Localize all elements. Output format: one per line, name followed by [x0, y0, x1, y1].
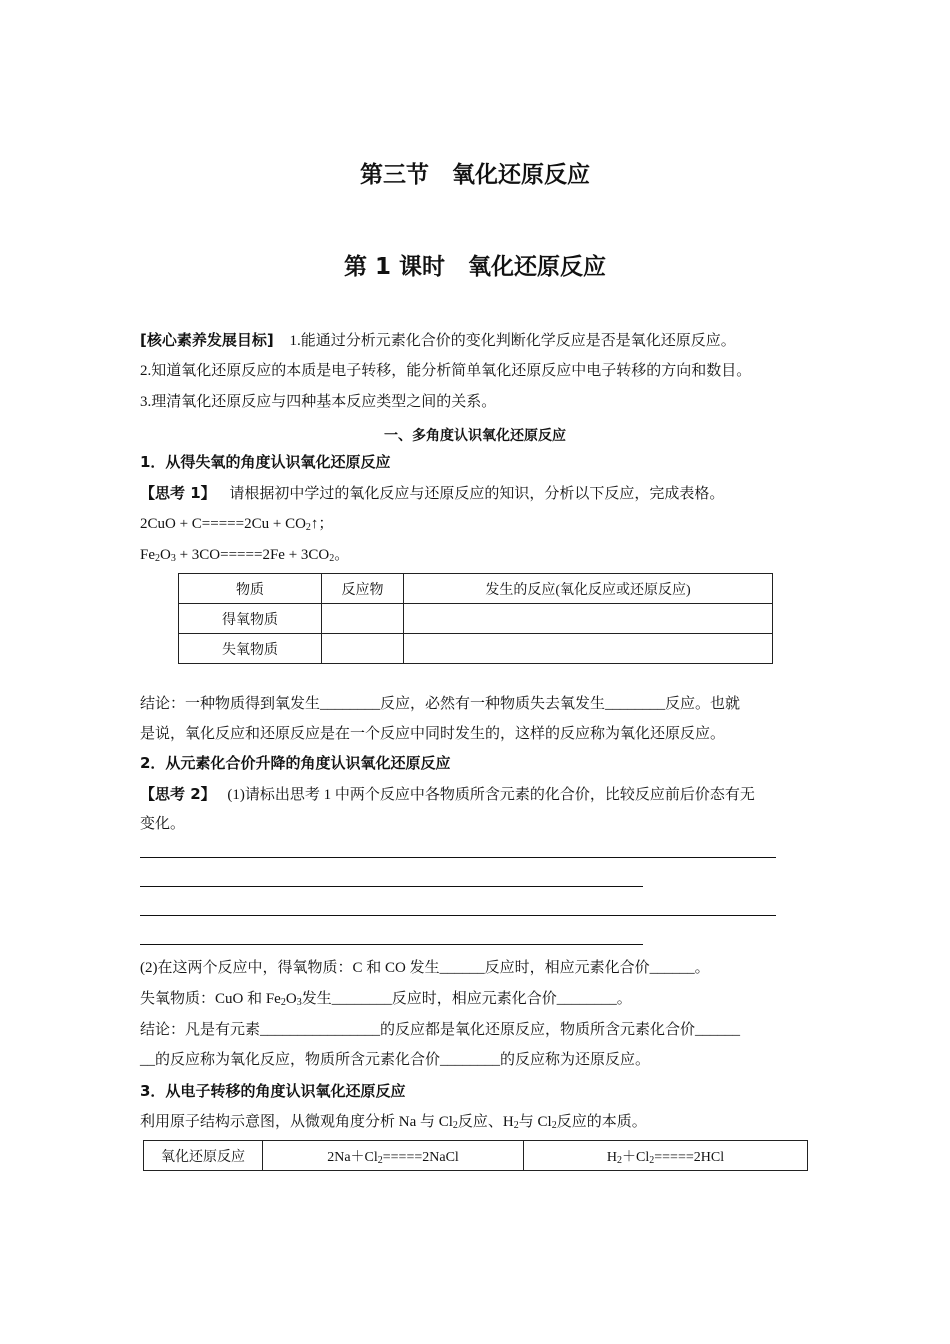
table-row [179, 634, 773, 664]
intro-sub: 2 [452, 1120, 458, 1131]
reaction-part: =====2HCl [654, 1149, 725, 1165]
answer-line[interactable] [140, 944, 643, 945]
part2-conclusion-2: __的反应称为氧化反应，物质所含元素化合价________的反应称为还原反应。 [140, 1052, 651, 1068]
question-2-line: (2)在这两个反应中，得氧物质：C 和 CO 发生______反应时，相应元素化合价______。 [140, 960, 710, 976]
intro-part: 反应、H [457, 1114, 514, 1130]
lesson-subtitle: 第 1 课时 氧化还原反应 [343, 254, 607, 280]
part2-conclusion-1: 结论：凡是有元素________________的反应都是氧化还原反应，物质所含元素化合价______ [140, 1022, 741, 1038]
part2-heading: 2．从元素化合价升降的角度认识氧化还原反应 [140, 754, 451, 772]
equation-2 [140, 545, 349, 565]
goals-line-1 [140, 330, 736, 351]
table-cell-blank[interactable] [404, 604, 773, 634]
think2-line [140, 784, 755, 805]
intro-sub: 2 [551, 1120, 557, 1131]
table-header-row [179, 574, 773, 604]
table-cell-blank[interactable] [322, 604, 404, 634]
think2-text-2: 变化。 [140, 816, 186, 832]
goals-line-2: 2.知道氧化还原反应的本质是电子转移，能分析简单氧化还原反应中电子转移的方向和数目。 [140, 363, 752, 379]
question-2-line-2 [140, 989, 632, 1009]
part1-heading: 1．从得失氧的角度认识氧化还原反应 [140, 453, 391, 471]
eq2-sub: 3 [170, 553, 176, 564]
think2-text: (1)请标出思考 1 中两个反应中各物质所含元素的化合价，比较反应前后价态有无 [227, 787, 755, 803]
reaction-sub: 2 [617, 1154, 623, 1166]
reaction-part: =====2NaCl [382, 1149, 459, 1165]
reaction-sub: 2 [377, 1154, 383, 1166]
reaction-part: H [606, 1149, 618, 1165]
table-row [144, 1141, 808, 1171]
q2-sub: 2 [280, 997, 286, 1008]
answer-line[interactable] [140, 857, 776, 858]
answer-line[interactable] [140, 886, 643, 887]
eq2-part: Fe [140, 547, 155, 563]
table-cell: 失氧物质 [179, 634, 322, 664]
think2-label: 【思考 2】 [140, 785, 216, 803]
intro-part: 利用原子结构示意图，从微观角度分析 Na 与 Cl [140, 1114, 453, 1130]
intro-part: 与 Cl [518, 1114, 552, 1130]
eq2-sub: 2 [329, 553, 335, 564]
q2-sub: 3 [296, 997, 302, 1008]
part1-conclusion-2: 是说，氧化反应和还原反应是在一个反应中同时发生的，这样的反应称为氧化还原反应。 [140, 726, 726, 742]
q2-part: 发生________反应时，相应元素化合价________。 [301, 991, 632, 1007]
reaction-part: ＋Cl [622, 1149, 650, 1165]
equation-1 [140, 514, 333, 534]
table-cell-reaction-h2 [524, 1141, 808, 1171]
table-header-cell: 反应物 [322, 574, 404, 604]
intro-sub: 2 [513, 1120, 519, 1131]
table-cell-blank[interactable] [404, 634, 773, 664]
eq2-part: O [160, 547, 171, 563]
table-cell-blank[interactable] [322, 634, 404, 664]
think1-label: 【思考 1】 [140, 484, 216, 502]
section-heading-1: 一、多角度认识氧化还原反应 [384, 428, 566, 444]
part3-intro [140, 1112, 647, 1132]
reaction-part: 2Na＋Cl [327, 1149, 378, 1165]
q2-part: O [285, 991, 297, 1007]
table-header-cell: 物质 [179, 574, 322, 604]
goals-line-3: 3.理清氧化还原反应与四种基本反应类型之间的关系。 [140, 394, 497, 410]
think1-text: 请根据初中学过的氧化反应与还原反应的知识，分析以下反应，完成表格。 [229, 486, 725, 502]
equation-1-tail: ↑； [310, 516, 334, 532]
goals-text-1: 1.能通过分析元素化合价的变化判断化学反应是否是氧化还原反应。 [289, 333, 736, 349]
table-cell-reaction-na [263, 1141, 524, 1171]
electron-table [143, 1140, 808, 1171]
equation-1-main: 2CuO + C=====2Cu + CO [140, 516, 306, 532]
page-title: 第三节 氧化还原反应 [360, 162, 590, 188]
intro-part: 反应的本质。 [556, 1114, 647, 1130]
table-header-cell: 发生的反应(氧化反应或还原反应) [404, 574, 773, 604]
answer-line[interactable] [140, 915, 776, 916]
q2-part: 失氧物质：CuO 和 Fe [140, 991, 281, 1007]
oxygen-table [178, 573, 773, 664]
eq2-sub: 2 [155, 553, 160, 564]
equation-1-sub: 2 [305, 522, 311, 533]
table-cell: 氧化还原反应 [144, 1141, 263, 1171]
part3-heading: 3．从电子转移的角度认识氧化还原反应 [140, 1082, 406, 1100]
table-row [179, 604, 773, 634]
table-cell: 得氧物质 [179, 604, 322, 634]
think1-line [140, 483, 724, 504]
eq2-part: 。 [334, 547, 350, 563]
goals-label: [核心素养发展目标] [140, 331, 274, 349]
part1-conclusion-1: 结论：一种物质得到氧发生________反应，必然有一种物质失去氧发生________反应。也就 [140, 696, 741, 712]
eq2-part: + 3CO=====2Fe + 3CO [175, 547, 330, 563]
reaction-sub: 2 [649, 1154, 655, 1166]
